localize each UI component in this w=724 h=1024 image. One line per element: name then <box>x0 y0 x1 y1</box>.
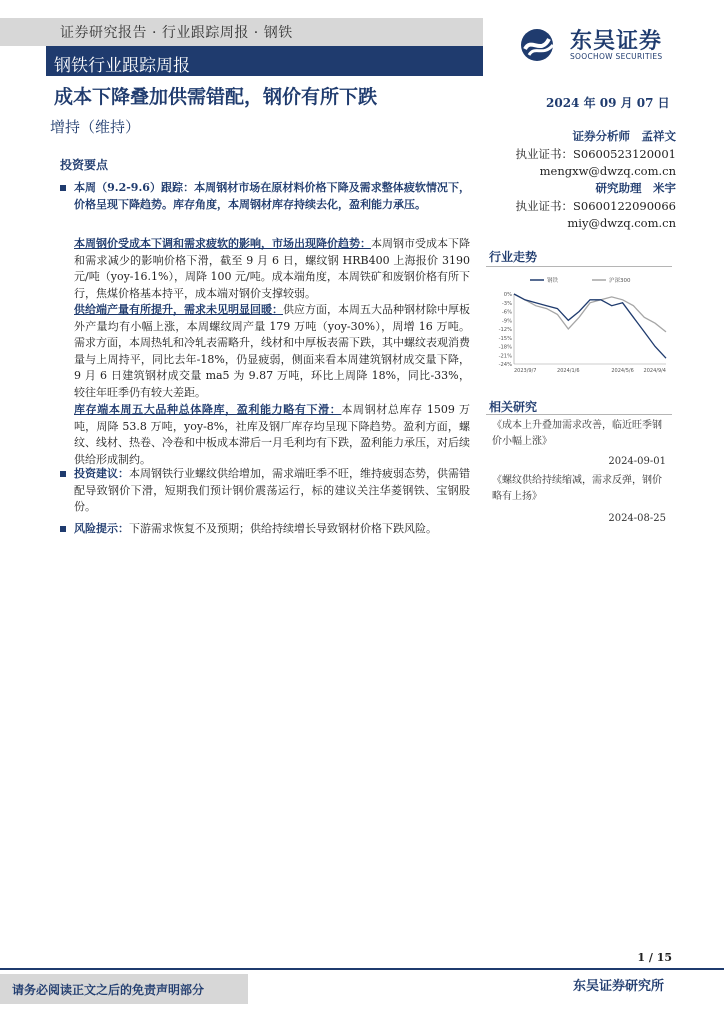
report-date: 2024 年 09 月 07 日 <box>546 96 670 110</box>
brand-name: 东吴证券 <box>570 28 663 54</box>
x-tick-label: 2024/5/6 <box>611 368 634 374</box>
analyst-1-cert: 执业证书：S0600523120001 <box>515 147 676 161</box>
summary-price <box>74 236 470 302</box>
summary-heading: 投资要点 <box>60 158 109 172</box>
summary-price-text: 本周钢市受成本下降和需求减少的影响价格下滑，截至 9 月 6 日，螺纹钢 HRB400 上海报价 3190 元/吨（yoy-16.1%），周降 100 元/吨。成本端角度，本周铁矿和废钢价格有所下行，焦煤价格基本持平，成本端对钢价支撑较弱。 <box>74 237 470 300</box>
summary-weekly <box>74 180 470 213</box>
related-item-1-date: 2024-09-01 <box>608 456 666 467</box>
summary-inventory-lead: 库存端本周五大品种总体降库，盈利能力略有下滑： <box>74 403 342 416</box>
trend-heading: 行业走势 <box>489 250 538 264</box>
y-tick-label: -18% <box>498 344 512 351</box>
footer-line <box>0 968 724 970</box>
related-item-2[interactable]: 《螺纹供给持续缩减，需求反弹，钢价略有上扬》 <box>492 475 662 502</box>
related-item-1[interactable]: 《成本上升叠加需求改善，临近旺季钢价小幅上涨》 <box>492 420 662 447</box>
analyst-1-email[interactable]: mengxw@dwzq.com.cn <box>539 164 676 178</box>
y-tick-label: -6% <box>501 309 512 316</box>
summary-advice-text: 本周钢铁行业螺纹供给增加，需求端旺季不旺，维持疲弱态势，供需错配导致钢价下滑，短期我们预计钢价震荡运行，标的建议关注华菱钢铁、宝钢股份。 <box>74 467 470 514</box>
summary-risk <box>74 521 470 538</box>
y-tick-label: -21% <box>498 353 512 360</box>
y-tick-label: -3% <box>501 300 512 307</box>
summary-price-lead: 本周钢价受成本下调和需求疲软的影响，市场出现降价趋势： <box>74 237 371 250</box>
trend-divider <box>486 266 672 267</box>
y-tick-label: -24% <box>498 362 512 368</box>
y-tick-label: -12% <box>498 327 512 333</box>
x-tick-label: 2023/9/7 <box>514 368 537 374</box>
summary-inventory-text: 本周钢材总库存 1509 万吨，周降 53.8 万吨，yoy-8%，社库及钢厂库存均呈现下降趋势。盈利方面，螺纹、线材、热卷、冷卷和中板成本滞后一月毛利均有下跌，盈利能力承压，对后续供给形成制约。 <box>74 403 470 466</box>
page-number: 1 / 15 <box>637 951 672 964</box>
y-tick-label: -9% <box>501 318 512 325</box>
disclaimer-note: 请务必阅读正文之后的免责声明部分 <box>12 983 205 997</box>
report-title: 成本下降叠加供需错配，钢价有所下跌 <box>54 86 378 108</box>
bullet-icon <box>60 526 66 532</box>
legend-label: 沪深300 <box>609 278 631 284</box>
summary-advice <box>74 466 470 516</box>
analyst-2-email[interactable]: miy@dwzq.com.cn <box>567 216 676 230</box>
summary-risk-text: 下游需求恢复不及预期；供给持续增长导致钢材价格下跌风险。 <box>129 522 437 535</box>
summary-advice-lead: 投资建议： <box>74 467 129 480</box>
related-divider <box>486 414 672 415</box>
related-heading: 相关研究 <box>489 400 538 414</box>
analyst-2-cert: 执业证书：S0600122090066 <box>515 199 676 213</box>
x-tick-label: 2024/1/6 <box>557 368 580 374</box>
y-tick-label: -15% <box>498 335 512 342</box>
legend-label: 钢铁 <box>547 278 559 284</box>
report-series: 证券研究报告 · 行业跟踪周报 · 钢铁 <box>60 25 293 41</box>
analyst-2-role: 研究助理 米宇 <box>595 181 676 195</box>
footer-org: 东吴证券研究所 <box>572 979 664 994</box>
brand-name-en: SOOCHOW SECURITIES <box>570 52 663 61</box>
summary-supply-text: 供应方面，本周五大品种钢材除中厚板外产量均有小幅上涨，本周螺纹周产量 179 万吨（yoy-30%），周增 16 万吨。需求方面，本周热轧和冷轧表需略升，线材和中厚板表需下跌，其中螺纹表观消费量与上周持平，同比去年-18%，仍显疲弱，侧面来看本周建筑钢材成交量下降，9 月 6 日建筑钢材成交量 ma5 为 9.87 万吨，环比上周降 18%，同比-33%，较往年旺季仍有较大差距。 <box>74 303 470 399</box>
summary-supply <box>74 302 470 402</box>
summary-supply-lead: 供给端产量有所提升，需求未见明显回暖： <box>74 303 283 316</box>
y-tick-label: 0% <box>503 292 512 298</box>
summary-inventory <box>74 402 470 468</box>
analyst-1-role: 证券分析师 孟祥文 <box>572 129 676 143</box>
industry-trend-chart <box>486 270 672 378</box>
soochow-logo-icon <box>519 27 563 63</box>
rating: 增持（维持） <box>50 118 141 136</box>
section-title: 钢铁行业跟踪周报 <box>54 56 190 76</box>
x-tick-label: 2024/9/4 <box>643 368 666 374</box>
bullet-icon <box>60 185 66 191</box>
summary-weekly-text: 本周（9.2-9.6）跟踪：本周钢材市场在原材料价格下降及需求整体疲软情况下，价格呈现下降趋势。库存角度，本周钢材库存持续去化，盈利能力承压。 <box>74 181 470 211</box>
summary-risk-lead: 风险提示： <box>74 522 129 535</box>
related-item-2-date: 2024-08-25 <box>608 513 666 524</box>
bullet-icon <box>60 471 66 477</box>
